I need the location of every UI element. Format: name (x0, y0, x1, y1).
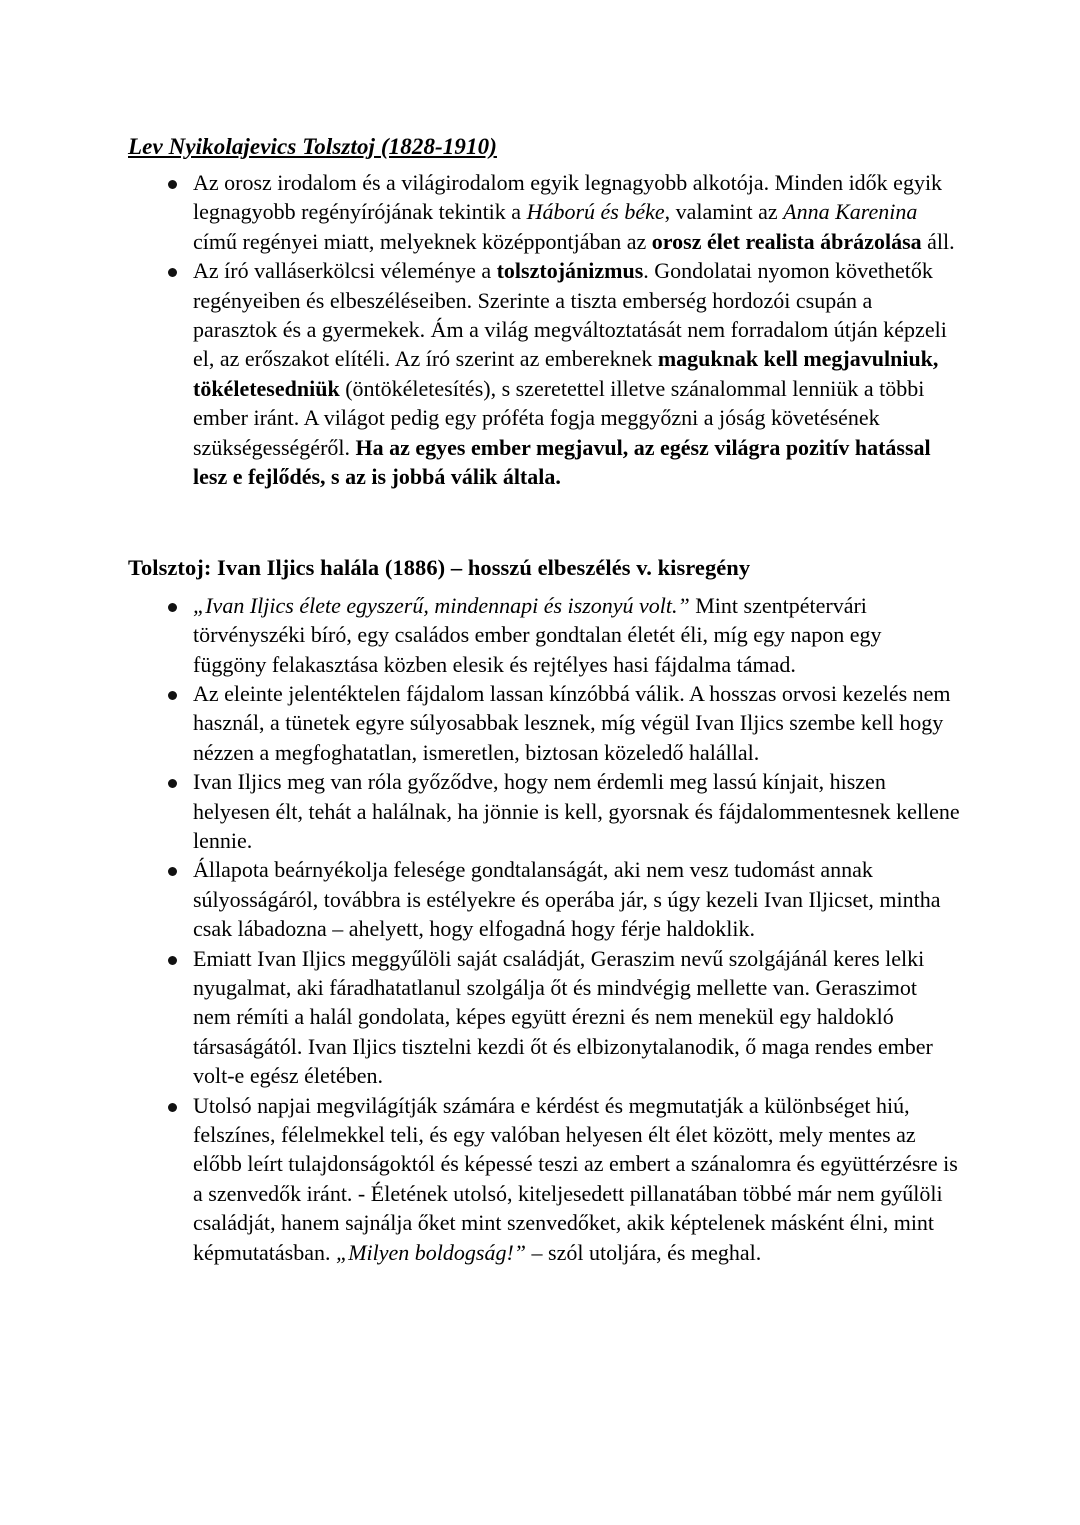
list-item (128, 855, 960, 943)
bullet-point-icon (167, 256, 180, 285)
list-item-text (193, 1093, 958, 1265)
list-item-text (193, 769, 960, 853)
text-run: . Gondolatai nyomon követhetők regényeiben és elbeszéléseiben. Szerinte a tiszta emberség hordozói csupán a parasztok és a gyermekek. Ám a világ megváltoztatását nem forradalom útján képzeli el, az erőszakot elítéli. Az író szerint az embereknek (193, 258, 947, 372)
emphasis-italic: „Milyen boldogság!” (335, 1239, 527, 1265)
emphasis-bold: orosz élet realista ábrázolása (651, 228, 922, 254)
bullet-point-icon (167, 591, 180, 620)
emphasis-bold: maguknak kell megjavulniuk, tökéletesedniük (193, 346, 939, 401)
list-item (128, 256, 960, 491)
list-item-text (193, 857, 940, 941)
emphasis-italic: Anna Karenina (783, 199, 918, 225)
list-item (128, 591, 960, 679)
list-item (128, 944, 960, 1091)
bullet-list-tolsztoj-intro (128, 168, 960, 491)
list-item (128, 1091, 960, 1267)
text-run: Mint szentpétervári törvényszéki bíró, egy családos ember gondtalan életét éli, míg egy napon egy függöny felakasztása közben elesik és rejtélyes hasi fájdalma támad. (193, 592, 882, 677)
bullet-point-icon (167, 1091, 180, 1120)
text-run: Utolsó napjai megvilágítják számára e kérdést és megmutatják a különbséget hiú, felszínes, félelmekkel teli, és egy valóban helyesen élt élet között, mely mentes az előbb leírt tulajdonságoktól és képessé teszi az embert a szánalomra és együttérzésre is a szenvedők iránt. - Életének utolsó, kiteljesedett pillanatában többé már nem gyűlöli családját, hanem sajnálja őket mint szenvedőket, akik képtelenek másként élni, mint képmutatásban. (193, 1092, 958, 1265)
emphasis-italic: Háború és béke (526, 199, 665, 225)
list-item (128, 168, 960, 256)
text-run: (öntökéletesítés), s szeretettel illetve szánalommal lenniük a többi ember iránt. A világot pedig egy próféta fogja meggyőzni a jóság követésének szükségességéről. (193, 375, 925, 460)
bullet-point-icon (167, 679, 180, 708)
text-run: , valamint az (664, 199, 784, 225)
list-item-text (193, 170, 955, 254)
text-run: Emiatt Ivan Iljics meggyűlöli saját családját, Geraszim nevű szolgájánál keres lelki nyugalmat, aki fáradhatatlanul szolgálja őt és mindvégig mellette van. Geraszimot nem rémíti a halál gondolata, képes együtt érezni és nem menekül egy haldokló társaságától. Ivan Iljics tisztelni kezdi őt és elbizonytalanodik, ő maga rendes ember volt-e egész életében. (193, 945, 933, 1089)
bullet-point-icon (167, 944, 180, 973)
text-run: Állapota beárnyékolja felesége gondtalanságát, aki nem vesz tudomást annak súlyosságáról, továbbra is estélyekre és operába jár, s úgy kezeli Ivan Iljicset, mintha csak lábadozna – ahelyett, hogy elfogadná hogy férje haldoklik. (193, 857, 941, 942)
bullet-list-ivan-iljics (128, 591, 960, 1267)
text-run: Az író valláserkölcsi véleménye a (193, 258, 497, 284)
page-title: Lev Nyikolajevics Tolsztoj (1828-1910) (128, 134, 497, 159)
list-item-text (193, 946, 933, 1089)
list-item-text (193, 681, 951, 765)
bullet-point-icon (167, 855, 180, 884)
text-run: Az orosz irodalom és a világirodalom egyik legnagyobb alkotója. Minden idők egyik legnagyobb regényírójának tekintik a (193, 169, 943, 225)
list-item-text (193, 593, 882, 677)
list-item (128, 767, 960, 855)
text-run: – szól utoljára, és meghal. (526, 1239, 762, 1265)
emphasis-bold: Ha az egyes ember megjavul, az egész világra pozitív hatással lesz e fejlődés, s az is jobbá válik általa. (193, 434, 931, 490)
list-item-text (193, 258, 947, 489)
section-heading-ivan-iljics: Tolsztoj: Ivan Iljics halála (1886) – hosszú elbeszélés v. kisregény (128, 555, 751, 581)
text-run: Az eleinte jelentéktelen fájdalom lassan kínzóbbá válik. A hosszas orvosi kezelés nem használ, a tünetek egyre súlyosabbak lesznek, míg végül Ivan Iljics szembe kell hogy nézzen a megfoghatatlan, ismeretlen, biztosan közeledő halállal. (193, 680, 951, 765)
text-run: Ivan Iljics meg van róla győződve, hogy nem érdemli meg lassú kínjait, hiszen helyesen élt, tehát a halálnak, ha jönnie is kell, gyorsnak és fájdalommentesnek kellene lennie. (193, 769, 960, 853)
list-item (128, 679, 960, 767)
bullet-point-icon (167, 168, 180, 197)
emphasis-italic: „Ivan Iljics élete egyszerű, mindennapi és iszonyú volt.” (193, 592, 690, 618)
bullet-point-icon (167, 767, 180, 796)
text-run: című regényei miatt, melyeknek középpontjában az (193, 228, 652, 254)
section-spacer (128, 491, 960, 553)
emphasis-bold: tolsztojánizmus (496, 258, 644, 284)
text-run: áll. (921, 228, 955, 254)
